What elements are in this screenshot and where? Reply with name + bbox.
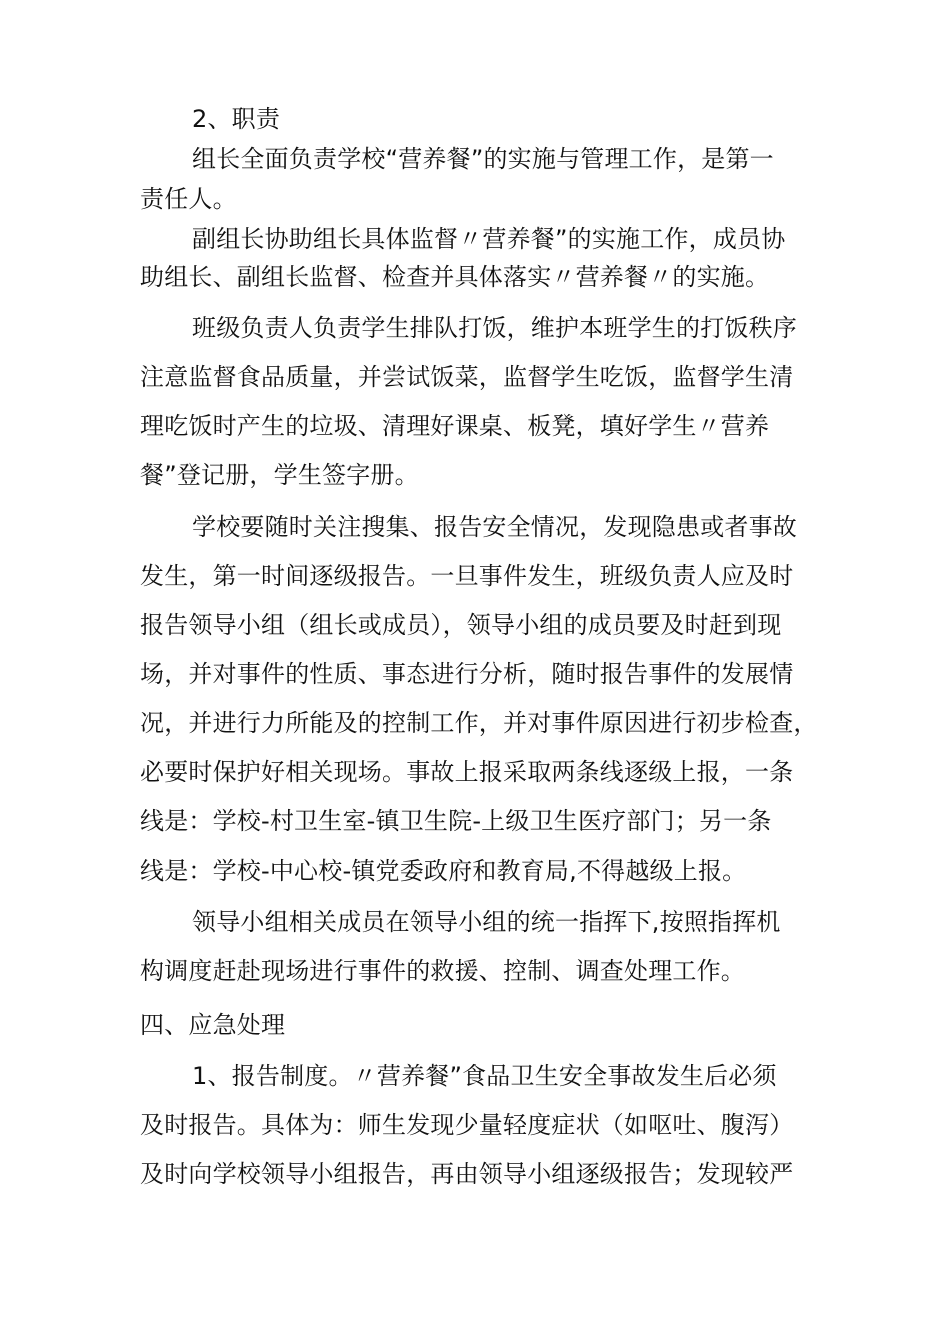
paragraph-line: 班级负责人负责学生排队打饭，维护本班学生的打饭秩序 (192, 314, 797, 342)
paragraph-line: 构调度赶赴现场进行事件的救援、控制、调查处理工作。 (140, 957, 745, 985)
paragraph-line: 组长全面负责学校“营养餐”的实施与管理工作，是第一 (192, 145, 774, 173)
paragraph-line: 线是：学校-村卫生室-镇卫生院-上级卫生医疗部门；另一条 (140, 807, 772, 835)
paragraph-line: 必要时保护好相关现场。事故上报采取两条线逐级上报，一条 (140, 758, 794, 786)
paragraph-line: 副组长协助组长具体监督〃营养餐”的实施工作，成员协 (192, 225, 786, 253)
paragraph-line: 学校要随时关注搜集、报告安全情况，发现隐患或者事故 (192, 513, 797, 541)
paragraph-line: 1、报告制度。〃营养餐”食品卫生安全事故发生后必须 (192, 1062, 777, 1090)
paragraph-line: 场，并对事件的性质、事态进行分析，随时报告事件的发展情 (140, 660, 794, 688)
paragraph-line: 况，并进行力所能及的控制工作，并对事件原因进行初步检查， (140, 709, 818, 737)
paragraph-line: 责任人。 (140, 185, 237, 213)
section-heading-duties: 2、职责 (192, 105, 281, 133)
paragraph-line: 及时报告。具体为：师生发现少量轻度症状（如呕吐、腹泻） (140, 1111, 794, 1139)
paragraph-line: 理吃饭时产生的垃圾、清理好课桌、板凳，填好学生〃营养 (140, 412, 770, 440)
paragraph-line: 及时向学校领导小组报告，再由领导小组逐级报告；发现较严 (140, 1160, 794, 1188)
paragraph-line: 线是：学校-中心校-镇党委政府和教育局,不得越级上报。 (140, 857, 747, 885)
paragraph-line: 发生，第一时间逐级报告。一旦事件发生，班级负责人应及时 (140, 562, 794, 590)
section-heading-emergency: 四、应急处理 (140, 1011, 286, 1039)
paragraph-line: 助组长、副组长监督、检查并具体落实〃营养餐〃的实施。 (140, 263, 770, 291)
paragraph-line: 注意监督食品质量，并尝试饭菜，监督学生吃饭，监督学生清 (140, 363, 794, 391)
paragraph-line: 领导小组相关成员在领导小组的统一指挥下,按照指挥机 (192, 908, 781, 936)
paragraph-line: 餐”登记册，学生签字册。 (140, 461, 419, 489)
paragraph-line: 报告领导小组（组长或成员），领导小组的成员要及时赶到现 (140, 611, 782, 639)
